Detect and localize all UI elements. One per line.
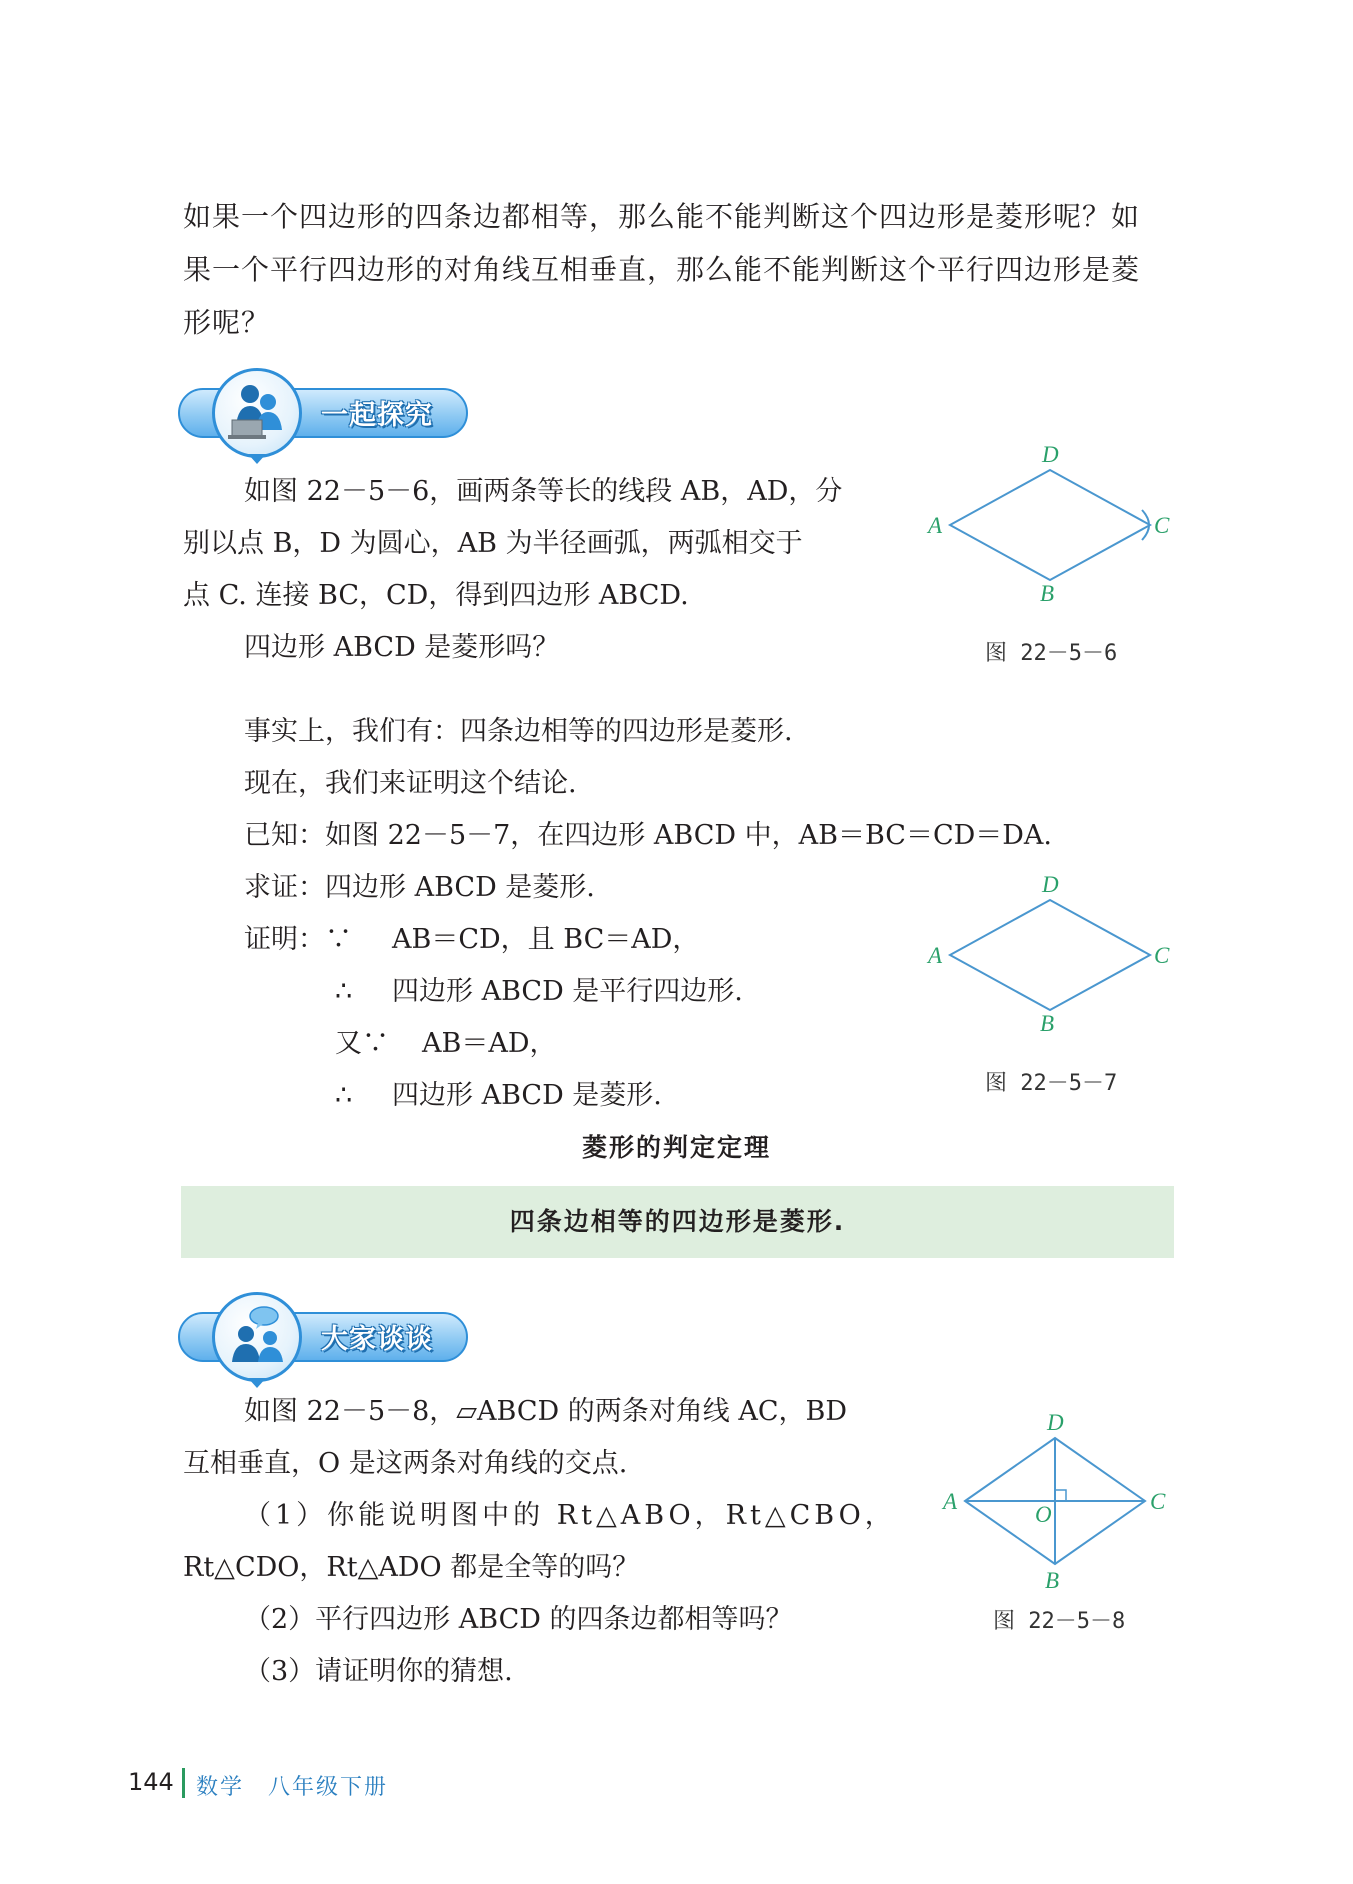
figure-caption-22-5-7: 图 22－5－7 <box>985 1071 1118 1096</box>
discuss-question-1-cont: Rt△CDO，Rt△ADO 都是全等的吗？ <box>183 1552 640 1583</box>
page-number: 144 <box>128 1768 174 1796</box>
intro-line-3: 形呢？ <box>183 306 271 339</box>
section-header-pointer <box>248 1378 266 1388</box>
proof-step-1-label: 证明：∵ <box>244 924 352 955</box>
discuss-paragraph-line-1: 如图 22－5－8，▱ABCD 的两条对角线 AC，BD <box>244 1396 848 1427</box>
footer-divider <box>182 1768 185 1798</box>
theorem-statement: 四条边相等的四边形是菱形. <box>509 1207 846 1236</box>
section-header-pointer <box>248 454 266 464</box>
rhombus-outline <box>950 470 1150 580</box>
theorem-box <box>181 1186 1174 1258</box>
vertex-label-d: D <box>1047 1410 1064 1435</box>
people-laptop-icon <box>228 380 288 442</box>
figure-22-5-8 <box>935 1408 1185 1598</box>
vertex-label-a: A <box>928 943 943 968</box>
proof-step-2-body: 四边形 ABCD 是平行四边形. <box>392 976 743 1007</box>
explore-paragraph-line-1: 如图 22－5－6，画两条等长的线段 AB，AD，分 <box>244 476 843 507</box>
discuss-question-3: （3）请证明你的猜想. <box>244 1656 513 1687</box>
vertex-label-b: B <box>1040 581 1055 606</box>
intro-line-2: 果一个平行四边形的对角线互相垂直，那么能不能判断这个平行四边形是菱 <box>183 253 1141 286</box>
intro-paragraph <box>183 190 1173 349</box>
proof-step-1-body: AB＝CD，且 BC＝AD， <box>392 924 700 955</box>
proof-fact: 事实上，我们有：四条边相等的四边形是菱形. <box>244 716 793 747</box>
figure-caption-22-5-8: 图 22－5－8 <box>993 1609 1126 1634</box>
figure-caption-22-5-6: 图 22－5－6 <box>985 641 1118 666</box>
vertex-label-b: B <box>1040 1011 1055 1036</box>
proof-to-prove: 求证：四边形 ABCD 是菱形. <box>244 872 595 903</box>
explore-paragraph-line-3: 点 C. 连接 BC，CD，得到四边形 ABCD. <box>183 580 689 611</box>
discuss-question-1: （1）你能说明图中的 Rt△ABO，Rt△CBO， <box>244 1500 896 1531</box>
section-label-discuss: 大家谈谈 <box>321 1324 433 1355</box>
section-header-discuss <box>178 1292 478 1392</box>
figure-22-5-7 <box>920 868 1180 1038</box>
vertex-label-a: A <box>928 513 943 538</box>
book-title: 数学 八年级下册 <box>196 1775 389 1800</box>
vertex-label-d: D <box>1042 442 1059 467</box>
proof-step-2-symbol: ∴ <box>335 976 353 1007</box>
vertex-label-b: B <box>1045 1568 1060 1593</box>
right-angle-mark <box>1055 1490 1066 1501</box>
discuss-question-2: （2）平行四边形 ABCD 的四条边都相等吗？ <box>244 1604 793 1635</box>
people-chat-icon <box>228 1304 288 1366</box>
section-header-explore <box>178 368 478 468</box>
proof-step-4-symbol: ∴ <box>335 1080 353 1111</box>
rhombus-outline <box>950 900 1150 1010</box>
vertex-label-c: C <box>1150 1489 1166 1514</box>
proof-step-4-body: 四边形 ABCD 是菱形. <box>392 1080 662 1111</box>
vertex-label-c: C <box>1154 943 1170 968</box>
section-label-explore: 一起探究 <box>321 400 433 431</box>
center-label-o: O <box>1035 1502 1052 1527</box>
proof-given: 已知：如图 22－5－7，在四边形 ABCD 中，AB＝BC＝CD＝DA. <box>244 820 1052 851</box>
vertex-label-d: D <box>1042 872 1059 897</box>
explore-paragraph-line-2: 别以点 B，D 为圆心，AB 为半径画弧，两弧相交于 <box>183 528 803 559</box>
theorem-title: 菱形的判定定理 <box>581 1133 771 1162</box>
explore-question: 四边形 ABCD 是菱形吗？ <box>244 632 560 663</box>
discuss-paragraph-line-2: 互相垂直，O 是这两条对角线的交点. <box>183 1448 628 1479</box>
figure-22-5-6 <box>920 438 1180 608</box>
proof-step-3-symbol: 又∵ <box>335 1028 389 1059</box>
vertex-label-a: A <box>943 1489 958 1514</box>
proof-intro: 现在，我们来证明这个结论. <box>244 768 577 799</box>
proof-step-3-body: AB＝AD， <box>422 1028 557 1059</box>
intro-line-1: 如果一个四边形的四条边都相等，那么能不能判断这个四边形是菱形呢？如 <box>183 200 1141 233</box>
vertex-label-c: C <box>1154 513 1170 538</box>
